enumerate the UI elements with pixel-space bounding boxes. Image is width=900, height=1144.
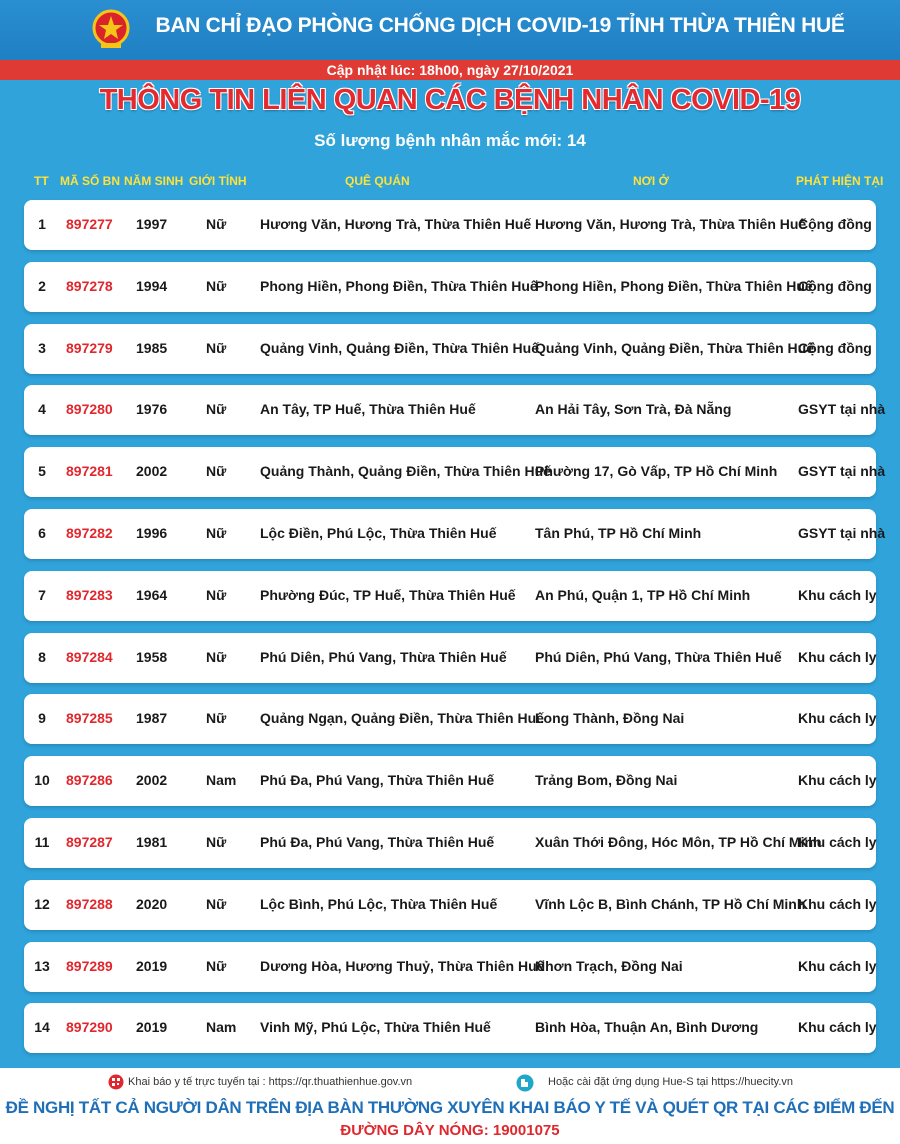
table-row xyxy=(24,447,886,497)
sex: Nữ xyxy=(206,525,227,541)
residence: Tân Phú, TP Hồ Chí Minh xyxy=(535,525,702,541)
patient-id: 897280 xyxy=(66,401,113,418)
patient-id: 897288 xyxy=(66,895,113,912)
patient-id: 897290 xyxy=(66,1019,113,1036)
table-row xyxy=(24,694,876,744)
row-number: 11 xyxy=(34,834,50,850)
hometown: Vinh Mỹ, Phú Lộc, Thừa Thiên Huế xyxy=(260,1019,491,1036)
new-cases-count: Số lượng bệnh nhân mắc mới: 14 xyxy=(314,131,586,150)
patient-id: 897284 xyxy=(66,648,113,665)
birth-year: 1997 xyxy=(136,216,168,232)
row-number: 8 xyxy=(38,648,46,665)
sex: Nữ xyxy=(206,339,227,356)
header-tt: TT xyxy=(34,174,49,188)
footer xyxy=(0,1068,900,1144)
hometown: Phú Đa, Phú Vang, Thừa Thiên Huế xyxy=(260,834,495,850)
sex: Nam xyxy=(206,772,237,789)
row-number: 4 xyxy=(38,401,46,418)
row-number: 14 xyxy=(34,1019,50,1036)
table-row xyxy=(24,324,876,374)
header-detected-at: PHÁT HIỆN TẠI xyxy=(796,174,884,188)
app-link-text: Hoặc cài đặt ứng dụng Hue-S tại https://huecity.vn xyxy=(548,1076,794,1088)
table-row xyxy=(24,818,876,868)
birth-year: 1976 xyxy=(136,401,168,418)
patient-id: 897287 xyxy=(66,834,113,850)
sex: Nữ xyxy=(206,895,227,912)
residence: Quảng Vinh, Quảng Điền, Thừa Thiên Huế xyxy=(535,339,815,356)
sex: Nữ xyxy=(206,710,227,727)
row-number: 10 xyxy=(34,772,50,789)
detected-at: GSYT tại nhà xyxy=(798,401,886,418)
update-timestamp: Cập nhật lúc: 18h00, ngày 27/10/2021 xyxy=(0,60,900,80)
birth-year: 2002 xyxy=(136,772,168,789)
residence: Nhơn Trạch, Đồng Nai xyxy=(535,957,683,974)
hometown: Phú Đa, Phú Vang, Thừa Thiên Huế xyxy=(260,772,495,789)
residence: Vĩnh Lộc B, Bình Chánh, TP Hồ Chí Minh xyxy=(535,895,806,912)
residence: Long Thành, Đồng Nai xyxy=(535,710,685,727)
detected-at: Cộng đồng xyxy=(798,277,872,294)
hometown: Lộc Bình, Phú Lộc, Thừa Thiên Huế xyxy=(260,895,498,912)
table-row xyxy=(24,942,876,992)
row-number: 6 xyxy=(38,525,46,541)
table-row xyxy=(24,571,876,621)
table-row xyxy=(24,756,876,806)
row-number: 1 xyxy=(38,216,46,232)
residence: Xuân Thới Đông, Hóc Môn, TP Hồ Chí Minh xyxy=(535,834,822,850)
sex: Nữ xyxy=(206,277,227,294)
residence: An Phú, Quận 1, TP Hồ Chí Minh xyxy=(535,586,751,603)
residence: Phường 17, Gò Vấp, TP Hồ Chí Minh xyxy=(535,463,778,480)
header-title: BAN CHỈ ĐẠO PHÒNG CHỐNG DỊCH COVID-19 TỈNH THỪA THIÊN HUẾ xyxy=(155,14,845,37)
detected-at: Cộng đồng xyxy=(798,216,872,232)
header-birth-year: NĂM SINH xyxy=(124,174,184,188)
hometown: Quảng Vinh, Quảng Điền, Thừa Thiên Huế xyxy=(260,339,540,356)
qr-code-icon xyxy=(108,1074,124,1090)
residence: Phú Diên, Phú Vang, Thừa Thiên Huế xyxy=(535,648,782,665)
sex: Nữ xyxy=(206,648,227,665)
residence: Trảng Bom, Đồng Nai xyxy=(535,772,678,789)
hometown: Quảng Ngạn, Quảng Điền, Thừa Thiên Huế xyxy=(260,710,544,727)
patient-id: 897286 xyxy=(66,772,113,789)
residence: Bình Hòa, Thuận An, Bình Dương xyxy=(535,1019,759,1036)
table-row xyxy=(24,509,886,559)
detected-at: Khu cách ly xyxy=(798,957,877,974)
hometown: Phú Diên, Phú Vang, Thừa Thiên Huế xyxy=(260,648,507,665)
residence: An Hải Tây, Sơn Trà, Đà Nẵng xyxy=(535,401,732,418)
hometown: Lộc Điền, Phú Lộc, Thừa Thiên Huế xyxy=(260,525,497,541)
table-row xyxy=(24,1003,876,1053)
birth-year: 1981 xyxy=(136,834,168,850)
residence: Hương Văn, Hương Trà, Thừa Thiên Huế xyxy=(535,216,807,232)
birth-year: 1987 xyxy=(136,710,168,727)
appeal-text: ĐỀ NGHỊ TẤT CẢ NGƯỜI DÂN TRÊN ĐỊA BÀN THƯỜNG XUYÊN KHAI BÁO Y TẾ VÀ QUÉT QR TẠI CÁC ĐIỂM ĐẾN xyxy=(5,1098,895,1117)
birth-year: 1996 xyxy=(136,525,168,541)
national-emblem-icon xyxy=(92,8,130,50)
hometown: An Tây, TP Huế, Thừa Thiên Huế xyxy=(260,401,476,418)
patient-id: 897281 xyxy=(66,463,113,480)
page-title: THÔNG TIN LIÊN QUAN CÁC BỆNH NHÂN COVID-19 xyxy=(99,84,801,116)
sex: Nữ xyxy=(206,957,227,974)
header-sex: GIỚI TÍNH xyxy=(189,174,247,188)
birth-year: 1958 xyxy=(136,648,168,665)
table-row xyxy=(24,880,876,930)
row-number: 5 xyxy=(38,463,46,480)
birth-year: 2019 xyxy=(136,957,168,974)
detected-at: GSYT tại nhà xyxy=(798,463,886,480)
footer-links xyxy=(0,1074,900,1092)
birth-year: 1985 xyxy=(136,339,168,356)
detected-at: Cộng đồng xyxy=(798,339,872,356)
row-number: 2 xyxy=(38,277,46,294)
patient-id: 897283 xyxy=(66,586,113,603)
patient-id: 897289 xyxy=(66,957,113,974)
table-row xyxy=(24,633,876,683)
header-hometown: QUÊ QUÁN xyxy=(345,174,410,188)
row-number: 7 xyxy=(38,586,46,603)
patient-id: 897279 xyxy=(66,339,113,356)
detected-at: Khu cách ly xyxy=(798,834,877,850)
patient-id: 897285 xyxy=(66,710,113,727)
sex: Nữ xyxy=(206,586,227,603)
hometown: Quảng Thành, Quảng Điền, Thừa Thiên Huế xyxy=(260,463,551,480)
birth-year: 1964 xyxy=(136,586,168,603)
row-number: 13 xyxy=(34,957,50,974)
detected-at: GSYT tại nhà xyxy=(798,525,886,541)
birth-year: 2002 xyxy=(136,463,168,480)
header-residence: NƠI Ở xyxy=(633,174,669,188)
row-number: 9 xyxy=(38,710,46,727)
row-number: 3 xyxy=(38,339,46,356)
residence: Phong Hiền, Phong Điền, Thừa Thiên Huế xyxy=(535,277,813,294)
table-row xyxy=(24,262,876,312)
table-row xyxy=(24,385,886,435)
birth-year: 2019 xyxy=(136,1019,168,1036)
header-patient-id: MÃ SỐ BN xyxy=(60,174,120,188)
table-header xyxy=(0,174,900,190)
patient-id: 897282 xyxy=(66,525,113,541)
hue-s-app-icon xyxy=(516,1074,534,1092)
sex: Nam xyxy=(206,1019,237,1036)
patient-id: 897278 xyxy=(66,277,113,294)
birth-year: 1994 xyxy=(136,277,168,294)
sex: Nữ xyxy=(206,834,227,850)
detected-at: Khu cách ly xyxy=(798,710,877,727)
detected-at: Khu cách ly xyxy=(798,895,877,912)
hometown: Phường Đúc, TP Huế, Thừa Thiên Huế xyxy=(260,586,516,603)
sex: Nữ xyxy=(206,463,227,480)
table-row xyxy=(24,200,876,250)
detected-at: Khu cách ly xyxy=(798,1019,877,1036)
hometown: Dương Hòa, Hương Thuỷ, Thừa Thiên Huế xyxy=(260,957,545,974)
patient-id: 897277 xyxy=(66,216,113,232)
row-number: 12 xyxy=(34,895,50,912)
sex: Nữ xyxy=(206,401,227,418)
sex: Nữ xyxy=(206,216,227,232)
top-header xyxy=(0,0,900,60)
detected-at: Khu cách ly xyxy=(798,586,877,603)
hometown: Hương Văn, Hương Trà, Thừa Thiên Huế xyxy=(260,216,532,232)
detected-at: Khu cách ly xyxy=(798,772,877,789)
hometown: Phong Hiền, Phong Điền, Thừa Thiên Huế xyxy=(260,277,538,294)
declare-link-text: Khai báo y tế trực tuyến tại : https://qr.thuathienhue.gov.vn xyxy=(128,1076,413,1088)
birth-year: 2020 xyxy=(136,895,168,912)
detected-at: Khu cách ly xyxy=(798,648,877,665)
hotline-text: ĐƯỜNG DÂY NÓNG: 19001075 xyxy=(340,1122,560,1139)
